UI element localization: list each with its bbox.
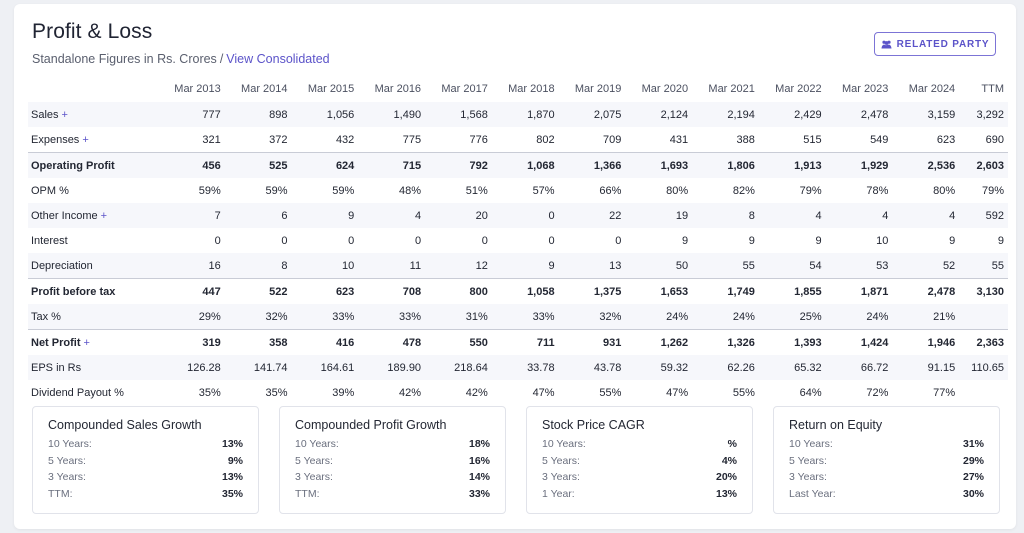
- table-cell: 1,946: [892, 330, 959, 356]
- ratio-value: 13%: [715, 487, 737, 500]
- ratio-value: 4%: [721, 454, 737, 467]
- ratio-row: [542, 486, 737, 503]
- ratio-period: 3 Years:: [542, 471, 580, 484]
- ratio-row: [789, 486, 984, 503]
- ratio-period: 10 Years:: [542, 438, 586, 451]
- ratio-period: 10 Years:: [48, 438, 92, 451]
- table-cell: 189.90: [358, 355, 425, 380]
- table-cell: 141.74: [225, 355, 292, 380]
- table-cell: 66.72: [826, 355, 893, 380]
- table-cell: 10: [876, 234, 889, 247]
- ratio-row: [295, 436, 490, 453]
- ratio-row: [789, 469, 984, 486]
- table-cell: 9: [815, 234, 822, 247]
- table-cell: 53: [826, 253, 893, 279]
- table-cell: 592: [959, 203, 1008, 228]
- ratio-period: 5 Years:: [789, 454, 827, 467]
- table-cell: 0: [548, 234, 555, 247]
- table-cell: 33%: [492, 304, 559, 330]
- row-label-text: Sales: [31, 108, 59, 121]
- table-cell: 525: [225, 153, 292, 179]
- table-row: [28, 355, 1008, 380]
- table-cell: 4: [892, 203, 959, 228]
- table-cell: 478: [358, 330, 425, 356]
- row-label-text: Interest: [31, 234, 68, 247]
- table-cell: 1,913: [759, 153, 826, 179]
- table-cell: 447: [158, 279, 225, 305]
- table-cell: 32%: [225, 304, 292, 330]
- table-cell: 55%: [732, 386, 755, 399]
- table-row: [28, 228, 1008, 253]
- table-cell: 6: [225, 203, 292, 228]
- ratio-value: 20%: [715, 471, 737, 484]
- table-cell: 55: [959, 253, 1008, 279]
- table-cell: 11: [358, 253, 425, 279]
- profit-loss-table: [28, 76, 1008, 405]
- table-cell: 4: [759, 203, 826, 228]
- subtitle-text: Standalone Figures in Rs. Crores: [32, 52, 217, 66]
- row-label-text: Tax %: [31, 310, 61, 323]
- ratio-card: [526, 406, 753, 514]
- ratio-value: 18%: [468, 438, 490, 451]
- ratio-title: Compounded Sales Growth: [48, 418, 202, 432]
- table-cell: 3,292: [959, 102, 1008, 127]
- table-cell: 72%: [866, 386, 889, 399]
- table-cell: 35%: [198, 386, 221, 399]
- row-label-text: Expenses: [31, 133, 80, 146]
- ratio-row: [542, 453, 737, 470]
- table-cell: 24%: [692, 304, 759, 330]
- column-header: Mar 2020: [625, 76, 692, 102]
- table-cell: 24%: [625, 304, 692, 330]
- table-cell: 218.64: [425, 355, 492, 380]
- column-header: Mar 2019: [559, 76, 626, 102]
- table-cell: 42%: [465, 386, 488, 399]
- column-header: Mar 2022: [759, 76, 826, 102]
- column-header: Mar 2015: [292, 76, 359, 102]
- subtitle: [32, 52, 330, 66]
- ratio-period: 10 Years:: [295, 438, 339, 451]
- table-cell: 64%: [799, 386, 822, 399]
- table-cell: 20: [425, 203, 492, 228]
- column-header: Mar 2016: [358, 76, 425, 102]
- table-cell: 82%: [732, 184, 755, 197]
- table-cell: 7: [158, 203, 225, 228]
- table-cell: 80%: [666, 184, 689, 197]
- row-label: [28, 380, 158, 405]
- column-header: Mar 2014: [225, 76, 292, 102]
- table-cell: 33%: [292, 304, 359, 330]
- table-cell: 690: [985, 133, 1004, 146]
- table-cell: 1,568: [425, 102, 492, 127]
- row-label-text: OPM %: [31, 184, 69, 197]
- table-cell: 33.78: [492, 355, 559, 380]
- table-cell: 1,424: [826, 330, 893, 356]
- table-cell: 2,603: [959, 153, 1008, 179]
- table-cell: 65.32: [759, 355, 826, 380]
- related-party-button[interactable]: [874, 32, 996, 56]
- column-header: TTM: [959, 76, 1008, 102]
- ratio-row: [295, 453, 490, 470]
- ratio-period: Last Year:: [789, 487, 836, 500]
- table-cell: 2,536: [892, 153, 959, 179]
- ratio-period: 10 Years:: [789, 438, 833, 451]
- column-header: Mar 2024: [892, 76, 959, 102]
- table-cell: 898: [225, 102, 292, 127]
- table-cell: 708: [358, 279, 425, 305]
- table-cell: 9: [997, 234, 1004, 247]
- table-row: [28, 253, 1008, 279]
- table-cell: 77%: [933, 386, 956, 399]
- table-cell: 32%: [559, 304, 626, 330]
- ratio-value: 35%: [221, 487, 243, 500]
- table-cell: 13: [559, 253, 626, 279]
- related-party-label: RELATED PARTY: [896, 38, 990, 50]
- ratio-value: 33%: [468, 487, 490, 500]
- table-cell: 0: [492, 203, 559, 228]
- table-cell: 43.78: [559, 355, 626, 380]
- table-row: [28, 380, 1008, 405]
- ratio-card: [279, 406, 506, 514]
- table-cell: 321: [202, 133, 221, 146]
- table-cell: 1,806: [692, 153, 759, 179]
- row-label: [28, 279, 158, 305]
- table-cell: 25%: [759, 304, 826, 330]
- table-cell: 51%: [465, 184, 488, 197]
- ratio-value: 13%: [221, 438, 243, 451]
- table-cell: 2,363: [959, 330, 1008, 356]
- table-cell: 1,068: [492, 153, 559, 179]
- column-header: Mar 2023: [826, 76, 893, 102]
- table-cell: 777: [158, 102, 225, 127]
- table-cell: 0: [348, 234, 355, 247]
- table-cell: 2,478: [826, 102, 893, 127]
- table-cell: 16: [158, 253, 225, 279]
- table-row: [28, 330, 1008, 356]
- ratio-value: 13%: [221, 471, 243, 484]
- table-cell: 776: [469, 133, 488, 146]
- expand-plus-button[interactable]: +: [82, 133, 89, 146]
- ratio-row: [48, 486, 243, 503]
- table-cell: 1,366: [559, 153, 626, 179]
- table-cell: 1,056: [292, 102, 359, 127]
- expand-plus-button[interactable]: +: [61, 108, 68, 121]
- table-cell: 623: [292, 279, 359, 305]
- column-header: Mar 2017: [425, 76, 492, 102]
- table-cell: 9: [292, 203, 359, 228]
- table-cell: 931: [559, 330, 626, 356]
- row-label-text: Dividend Payout %: [31, 386, 124, 399]
- table-cell: [959, 304, 1008, 330]
- view-consolidated-link[interactable]: View Consolidated: [226, 52, 330, 66]
- table-cell: 3,159: [892, 102, 959, 127]
- table-cell: 358: [225, 330, 292, 356]
- table-cell: 1,490: [358, 102, 425, 127]
- table-cell: 55: [692, 253, 759, 279]
- table-cell: 29%: [158, 304, 225, 330]
- table-cell: 1,693: [625, 153, 692, 179]
- table-cell: 1,326: [692, 330, 759, 356]
- row-label: [28, 178, 158, 203]
- table-cell: 1,870: [492, 102, 559, 127]
- row-label-text: Depreciation: [31, 259, 93, 272]
- ratio-value: %: [727, 438, 737, 451]
- row-label-text: EPS in Rs: [31, 361, 82, 374]
- ratio-card: [32, 406, 259, 514]
- row-label[interactable]: [28, 203, 158, 228]
- subtitle-separator: /: [219, 52, 224, 66]
- ratio-value: 9%: [227, 454, 243, 467]
- ratio-value: 14%: [468, 471, 490, 484]
- table-row: [28, 178, 1008, 203]
- table-cell: 388: [736, 133, 755, 146]
- table-cell: 62.26: [692, 355, 759, 380]
- row-label: [28, 253, 158, 279]
- table-cell: 80%: [933, 184, 956, 197]
- table-cell: 9: [748, 234, 755, 247]
- table-cell: 8: [225, 253, 292, 279]
- column-header: Mar 2021: [692, 76, 759, 102]
- table-cell: 48%: [399, 184, 422, 197]
- ratio-period: 3 Years:: [789, 471, 827, 484]
- table-cell: 372: [269, 133, 288, 146]
- table-cell: 0: [481, 234, 488, 247]
- ratio-value: 16%: [468, 454, 490, 467]
- table-cell: 431: [669, 133, 689, 146]
- table-cell: 31%: [425, 304, 492, 330]
- row-label[interactable]: [28, 330, 158, 356]
- table-cell: 59%: [198, 184, 221, 197]
- table-cell: 0: [214, 234, 221, 247]
- table-cell: 623: [936, 133, 956, 146]
- row-label: [28, 304, 158, 330]
- table-cell: 432: [335, 133, 355, 146]
- table-cell: 624: [292, 153, 359, 179]
- expand-plus-button[interactable]: +: [83, 336, 90, 349]
- table-cell: 800: [425, 279, 492, 305]
- table-cell: 57%: [532, 184, 555, 197]
- table-cell: 110.65: [959, 355, 1008, 380]
- table-cell: 416: [292, 330, 359, 356]
- ratio-period: 5 Years:: [542, 454, 580, 467]
- ratio-value: 29%: [962, 454, 984, 467]
- table-cell: 1,749: [692, 279, 759, 305]
- table-cell: 1,871: [826, 279, 893, 305]
- table-cell: 709: [603, 133, 622, 146]
- table-cell: 792: [425, 153, 492, 179]
- table-row: [28, 153, 1008, 179]
- table-cell: 10: [292, 253, 359, 279]
- table-cell: 42%: [399, 386, 422, 399]
- column-header: Mar 2018: [492, 76, 559, 102]
- table-cell: 59%: [265, 184, 288, 197]
- table-cell: 1,393: [759, 330, 826, 356]
- table-cell: 39%: [332, 386, 355, 399]
- row-label[interactable]: [28, 102, 158, 127]
- ratio-row: [295, 486, 490, 503]
- ratio-period: 3 Years:: [295, 471, 333, 484]
- table-cell: 9: [492, 253, 559, 279]
- table-cell: 21%: [892, 304, 959, 330]
- table-cell: 2,478: [892, 279, 959, 305]
- table-cell: 456: [158, 153, 225, 179]
- table-cell: 550: [425, 330, 492, 356]
- table-cell: 715: [358, 153, 425, 179]
- table-row: [28, 203, 1008, 228]
- page-title: Profit & Loss: [32, 20, 153, 43]
- table-cell: 1,653: [625, 279, 692, 305]
- table-cell: 24%: [826, 304, 893, 330]
- table-cell: 33%: [358, 304, 425, 330]
- ratio-value: 31%: [962, 438, 984, 451]
- table-cell: 66%: [599, 184, 622, 197]
- ratio-period: 3 Years:: [48, 471, 86, 484]
- table-cell: 775: [402, 133, 422, 146]
- table-cell: 522: [225, 279, 292, 305]
- table-cell: 54: [759, 253, 826, 279]
- table-cell: 1,375: [559, 279, 626, 305]
- ratio-row: [48, 436, 243, 453]
- table-cell: 2,124: [625, 102, 692, 127]
- row-label-text: Operating Profit: [31, 159, 115, 172]
- row-label: [28, 228, 158, 253]
- table-row: [28, 102, 1008, 127]
- table-cell: 802: [536, 133, 555, 146]
- table-cell: 59.32: [625, 355, 692, 380]
- table-cell: 47%: [666, 386, 689, 399]
- ratio-period: 1 Year:: [542, 487, 575, 500]
- ratio-row: [48, 469, 243, 486]
- ratio-value: 30%: [962, 487, 984, 500]
- table-cell: 164.61: [292, 355, 359, 380]
- table-cell: 1,855: [759, 279, 826, 305]
- table-cell: 3,130: [959, 279, 1008, 305]
- ratio-row: [789, 453, 984, 470]
- table-cell: 4: [358, 203, 425, 228]
- table-header-row: [28, 76, 1008, 102]
- table-cell: 52: [892, 253, 959, 279]
- row-label: [28, 153, 158, 179]
- table-cell: 0: [615, 234, 622, 247]
- table-cell: 711: [492, 330, 559, 356]
- table-cell: 2,429: [759, 102, 826, 127]
- table-cell: [959, 380, 1008, 405]
- row-label[interactable]: [28, 127, 158, 153]
- table-cell: 2,194: [692, 102, 759, 127]
- ratio-value: 27%: [962, 471, 984, 484]
- table-cell: 79%: [981, 184, 1004, 197]
- ratio-row: [295, 469, 490, 486]
- table-cell: 1,058: [492, 279, 559, 305]
- ratio-title: Stock Price CAGR: [542, 418, 645, 432]
- table-cell: 91.15: [892, 355, 959, 380]
- table-cell: 78%: [866, 184, 889, 197]
- table-cell: 79%: [799, 184, 822, 197]
- table-cell: 12: [425, 253, 492, 279]
- table-cell: 1,929: [826, 153, 893, 179]
- table-cell: 35%: [265, 386, 288, 399]
- table-cell: 59%: [332, 184, 355, 197]
- column-header: Mar 2013: [158, 76, 225, 102]
- table-cell: 9: [682, 234, 689, 247]
- table-cell: 1,262: [625, 330, 692, 356]
- table-cell: 8: [692, 203, 759, 228]
- table-cell: 19: [625, 203, 692, 228]
- table-cell: 549: [870, 133, 889, 146]
- ratio-title: Compounded Profit Growth: [295, 418, 447, 432]
- table-cell: 0: [281, 234, 288, 247]
- row-label: [28, 355, 158, 380]
- row-label-text: Profit before tax: [31, 285, 116, 298]
- table-cell: 126.28: [158, 355, 225, 380]
- ratio-card: [773, 406, 1000, 514]
- table-cell: 47%: [532, 386, 555, 399]
- row-label-text: Other Income: [31, 209, 98, 222]
- row-label-text: Net Profit: [31, 336, 81, 349]
- table-row: [28, 304, 1008, 330]
- ratio-row: [789, 436, 984, 453]
- table-cell: 2,075: [559, 102, 626, 127]
- ratio-period: TTM:: [48, 487, 73, 500]
- table-cell: 515: [803, 133, 822, 146]
- ratio-period: 5 Years:: [295, 454, 333, 467]
- table-cell: 0: [414, 234, 422, 247]
- table-cell: 22: [559, 203, 626, 228]
- table-cell: 9: [949, 234, 956, 247]
- table-cell: 319: [158, 330, 225, 356]
- table-cell: 4: [826, 203, 893, 228]
- ratio-period: 5 Years:: [48, 454, 86, 467]
- header-label-cell: [28, 76, 158, 102]
- ratio-row: [48, 453, 243, 470]
- profit-loss-card: [14, 4, 1016, 529]
- ratio-row: [542, 436, 737, 453]
- table-cell: 55%: [599, 386, 622, 399]
- table-row: [28, 127, 1008, 153]
- expand-plus-button[interactable]: +: [100, 209, 108, 222]
- table-row: [28, 279, 1008, 305]
- ratio-row: [542, 469, 737, 486]
- ratio-period: TTM:: [295, 487, 320, 500]
- table-cell: 50: [625, 253, 692, 279]
- users-icon: [881, 40, 892, 49]
- ratio-title: Return on Equity: [789, 418, 883, 432]
